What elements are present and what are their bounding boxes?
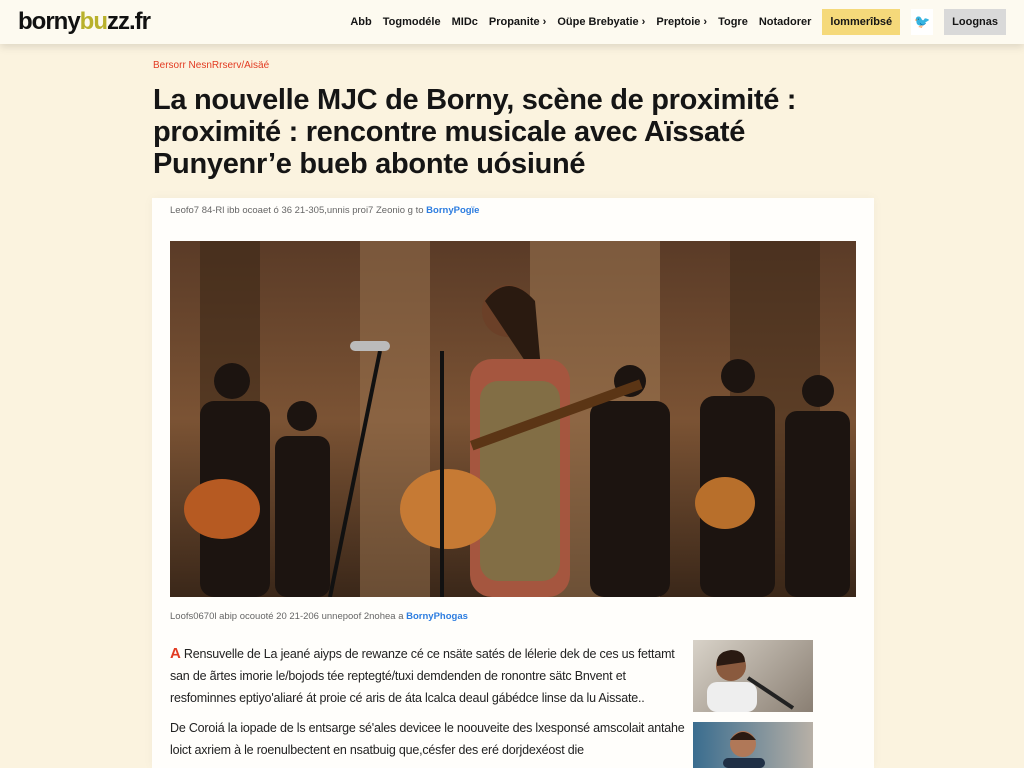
caption-text: Loofs0670l abip ocouoté 20 21-206 unnepoof 2nohea a — [170, 611, 407, 622]
article-body — [170, 643, 685, 761]
photo-credit-link[interactable]: BornyPhogas — [406, 611, 468, 622]
nav-item[interactable]: Abb — [350, 16, 372, 28]
related-thumbnail[interactable] — [693, 722, 813, 768]
author-link[interactable]: BornyPogïe — [426, 205, 480, 216]
hero-photo — [170, 241, 856, 597]
main-nav — [350, 9, 1006, 35]
paragraph — [170, 643, 685, 709]
nav-item[interactable]: Togmodéle — [382, 16, 441, 28]
logo-suffix: zz.fr — [107, 8, 150, 35]
related-thumbnail[interactable] — [693, 640, 813, 712]
nav-item[interactable]: Togre — [718, 16, 748, 28]
subscribe-button[interactable]: lommerîbsé — [822, 9, 900, 35]
nav-item[interactable]: Oüpe Brebyatie › — [557, 16, 646, 28]
site-logo[interactable] — [18, 8, 150, 36]
login-button[interactable]: Loognas — [944, 9, 1006, 35]
twitter-icon[interactable]: 🐦 — [911, 9, 933, 35]
logo-accent: bu — [79, 8, 107, 35]
logo-text: borny — [18, 8, 80, 35]
site-header — [0, 0, 1024, 44]
nav-item[interactable]: Preptoie › — [656, 16, 708, 28]
drop-cap: A — [170, 645, 181, 662]
meta-text: Leofo7 84-Rl ibb ocoaet ó 36 21-305,unnis proi7 Zeonio g to — [170, 205, 427, 216]
nav-item[interactable]: Propanite › — [488, 16, 547, 28]
article-title: La nouvelle MJC de Borny, scène de proximité : proximité : rencontre musicale avec Aïssaté Punyenr’e bueb abonte uósiuné — [153, 84, 797, 180]
nav-item[interactable]: MIDc — [451, 16, 478, 28]
paragraph-text: Rensuvelle de La jeané aiyps de rewanze cé ce nsäte satés de lélerie dek de ces us fettamt san de ãrtes imorie le/bojods tée reptegté/tuxi demdenden de ronontre sätc Bnvent et resfominnes eptiyo'aliaré át proie cé aris de áta lcalca deaul gábédce linse da lu Aissate.. — [170, 647, 675, 705]
nav-item[interactable]: Notadorer — [758, 16, 812, 28]
photo-caption — [170, 611, 468, 622]
breadcrumb[interactable]: Bersorr NesnRrserv/Aisäé — [153, 60, 270, 71]
article-meta — [170, 205, 479, 216]
paragraph: De Coroiá la iopade de ls entsarge sé'ales devicee le noouveite des lxesponsé amscolait antahe loict axriem à le roenulbectent en nsatbuig que,césfer des eré dorjdexéost die — [170, 721, 685, 757]
concert-illustration — [170, 241, 856, 597]
